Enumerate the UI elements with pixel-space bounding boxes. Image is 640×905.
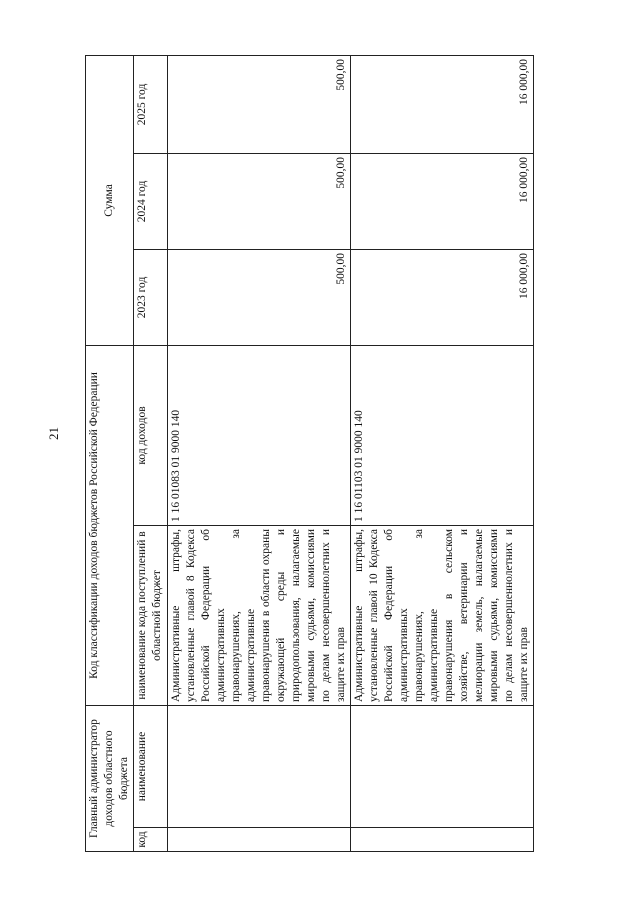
header-2023: 2023 год — [134, 249, 168, 345]
header-classification: Код классификации доходов бюджетов Российской Федерации — [86, 345, 134, 705]
table-row — [351, 55, 534, 851]
row-sum-2023: 500,00 — [168, 249, 351, 345]
header-2024: 2024 год — [134, 153, 168, 249]
header-income-name: наименование кода поступлений в областной бюджет — [134, 525, 168, 705]
row-description: Административные штрафы, установленные главой 8 Кодекса Российской Федерации об административных правонарушениях, за административные правонарушения в области охраны окружающей среды и природопользования, налагаемые мировыми судьями, комиссиями по делам несовершеннолетних и защите их прав — [168, 525, 351, 705]
row-admin-code — [351, 828, 534, 852]
page-number: 21 — [46, 427, 61, 440]
header-admin-code: код — [134, 828, 168, 852]
row-admin-name — [351, 705, 534, 827]
header-income-code: код доходов — [134, 345, 168, 525]
header-admin: Главный администратор доходов областного бюджета — [86, 705, 134, 851]
rotated-table-container — [85, 56, 530, 852]
row-sum-2023: 16 000,00 — [351, 249, 534, 345]
row-description: Административные штрафы, установленные главой 10 Кодекса Российской Федерации об административных правонарушениях, за административные правонарушения в сельском хозяйстве, ветеринарии и мелиорации земель, налагаемые мировыми судьями, комиссиями по делам несовершеннолетних и защите их прав — [351, 525, 534, 705]
row-sum-2025: 16 000,00 — [351, 55, 534, 153]
row-sum-2024: 16 000,00 — [351, 153, 534, 249]
header-sum: Сумма — [86, 55, 134, 345]
row-admin-code — [168, 828, 351, 852]
income-table — [85, 55, 534, 852]
row-sum-2024: 500,00 — [168, 153, 351, 249]
row-admin-name — [168, 705, 351, 827]
header-admin-name: наименование — [134, 705, 168, 827]
row-sum-2025: 500,00 — [168, 55, 351, 153]
header-2025: 2025 год — [134, 55, 168, 153]
table-row — [168, 55, 351, 851]
row-income-code: 1 16 01103 01 9000 140 — [351, 345, 534, 525]
row-income-code: 1 16 01083 01 9000 140 — [168, 345, 351, 525]
